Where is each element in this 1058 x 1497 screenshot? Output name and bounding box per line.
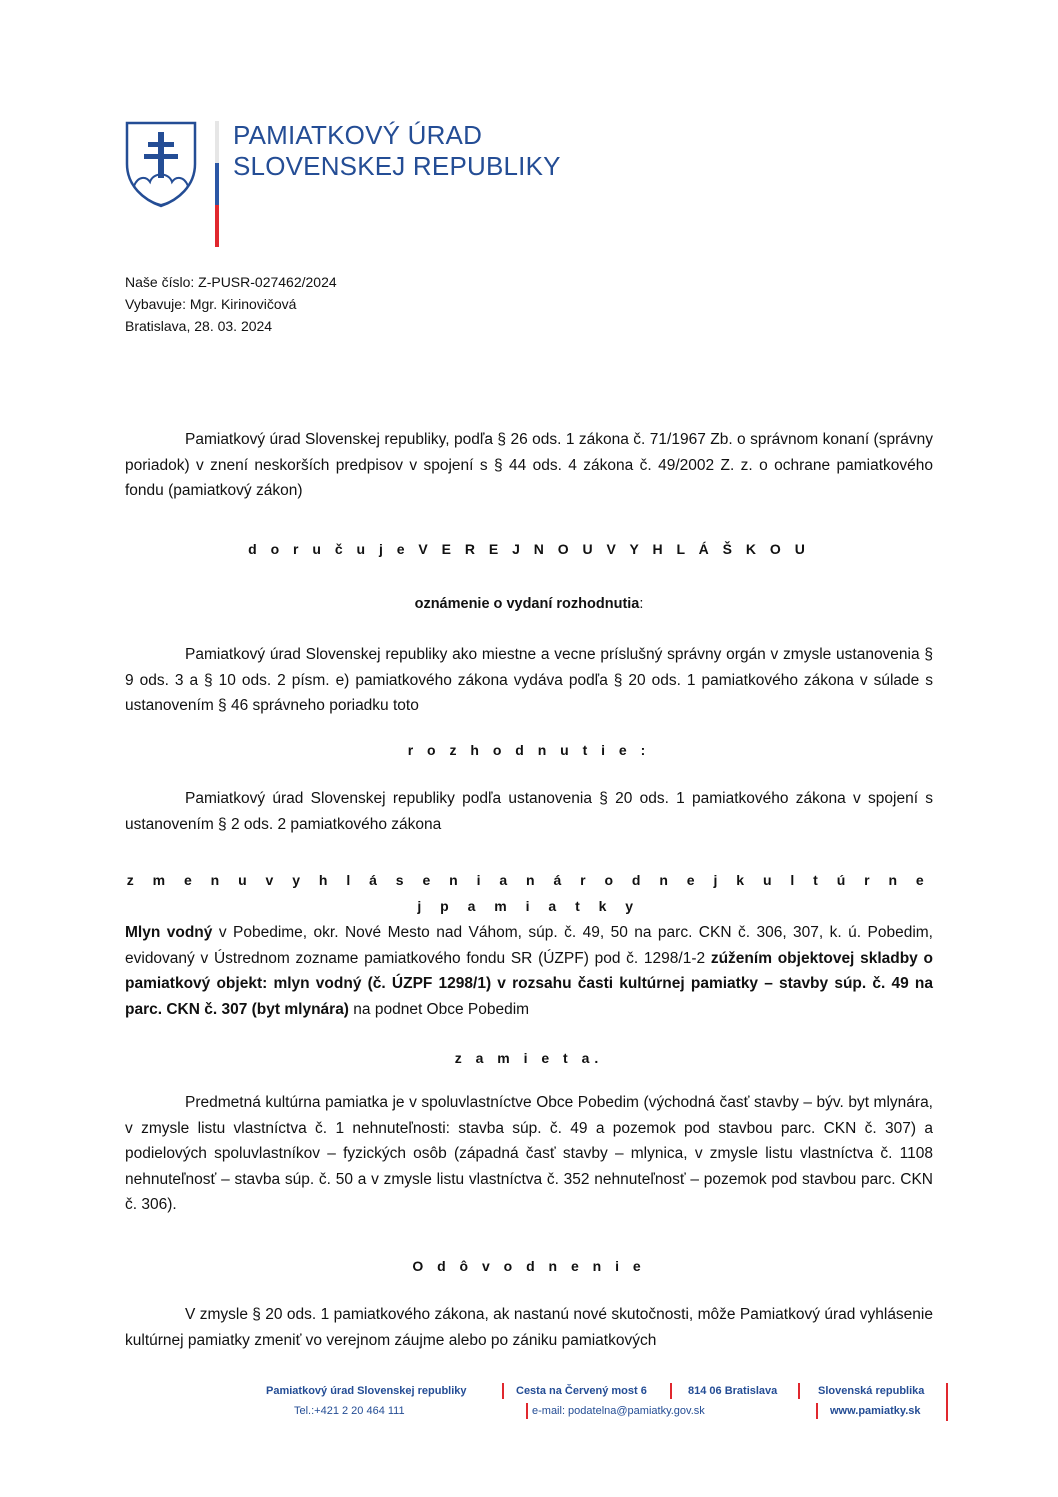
our-number: Naše číslo: Z-PUSR-027462/2024 [125,274,337,290]
footer-separator [946,1383,948,1421]
footer-phone: Tel.:+421 2 20 464 111 [294,1405,405,1417]
mill-scope: zúžením objektovej skladby o pamiatkový objekt: mlyn vodný (č. ÚZPF 1298/1) v rozsahu časti kultúrnej pamiatky – stavby súp. č. 49 na parc. CKN č. 307 (byt mlynára) [125,949,933,1018]
mill-text-2: na podnet Obce Pobedim [348,1000,530,1018]
delivers-heading: d o r u č u j e V E R E J N O U V Y H L Á Š K O U [248,541,810,557]
justification-paragraph: V zmysle § 20 ods. 1 pamiatkového zákona, ak nastanú nové skutočnosti, môže Pamiatkový úrad vyhlásenie kultúrnej pamiatky zmeniť vo verejnom záujme alebo po zániku pamiatkových [125,1306,933,1349]
footer-city: 814 06 Bratislava [688,1385,778,1397]
footer-separator [526,1403,528,1419]
mill-text-1: v Pobedime, okr. Nové Mesto nad Váhom, súp. č. 49, 50 na parc. CKN č. 306, 307, k. ú. Pobedim, evidovaný v Ústrednom zozname pamiatkového fondu SR (ÚZPF) pod č. 1298/1-2 [125,924,933,967]
notice-heading [125,592,933,618]
mill-paragraph [125,920,933,1022]
org-name-line2: SLOVENSKEJ REPUBLIKY [233,151,561,181]
footer-separator [670,1383,672,1399]
footer-street: Cesta na Červený most 6 [516,1385,647,1397]
org-name-line1: PAMIATKOVÝ ÚRAD [233,120,483,150]
reference-block [125,271,337,337]
handled-by: Vybavuje: Mgr. Kirinovičová [125,296,297,312]
notice-heading-colon: : [639,596,644,612]
footer-org: Pamiatkový úrad Slovenskej republiky [266,1385,467,1397]
ownership-paragraph: Predmetná kultúrna pamiatka je v spoluvlastníctve Obce Pobedim (východná časť stavby – býv. byt mlynára, v zmysle listu vlastníctva č. 1 nehnuteľnosti: stavba súp. č. 49 a pozemok pod stavbou parc. CKN č. 307) a podielových spoluvlastníkov – fyzických osôb (západná časť stavby – mlynica, v zmysle listu vlastníctva č. 1108 nehnuteľnosť – stavba súp. č. 50 a v zmysle listu vlastníctva č. 352 nehnuteľnosť – pozemok pod stavbou parc. CKN č. 306). [125,1094,933,1213]
decision-paragraph: Pamiatkový úrad Slovenskej republiky podľa ustanovenia § 20 ods. 1 pamiatkového zákona v spojení s ustanovením § 2 ods. 2 pamiatkového zákona [125,790,933,833]
footer-separator [502,1383,504,1399]
footer [250,1383,950,1427]
footer-separator [798,1383,800,1399]
flag-divider [215,121,219,247]
mill-name: Mlyn vodný [125,924,213,941]
slovak-coat-of-arms-icon [124,120,198,208]
footer-separator [816,1403,818,1419]
footer-country: Slovenská republika [818,1385,925,1397]
decision-heading: r o z h o d n u t i e : [407,742,651,758]
rejects-heading: z a m i e t a. [454,1050,604,1066]
footer-web[interactable]: www.pamiatky.sk [830,1405,921,1417]
notice-heading-text: oznámenie o vydaní rozhodnutia [414,596,640,612]
org-name [233,120,561,182]
justification-heading: O d ô v o d n e n i e [412,1258,646,1274]
intro-paragraph: Pamiatkový úrad Slovenskej republiky, podľa § 26 ods. 1 zákona č. 71/1967 Zb. o správnom konaní (správny poriadok) v znení neskorších predpisov v spojení s § 44 ods. 4 zákona č. 49/2002 Z. z. o ochrane pamiatkového fondu (pamiatkový zákon) [125,431,933,499]
place-date: Bratislava, 28. 03. 2024 [125,318,273,334]
authority-paragraph: Pamiatkový úrad Slovenskej republiky ako miestne a vecne príslušný správny orgán v zmysle ustanovenia § 9 ods. 3 a § 10 ods. 2 písm. e) pamiatkového zákona vydáva podľa § 20 ods. 1 pamiatkového zákona v súlade s ustanovením § 46 správneho poriadku toto [125,646,933,714]
footer-email[interactable]: e-mail: podatelna@pamiatky.gov.sk [532,1405,705,1417]
change-heading: z m e n u v y h l á s e n i a n á r o d n e j k u l t ú r n e j p a m i a t k y [126,872,932,914]
